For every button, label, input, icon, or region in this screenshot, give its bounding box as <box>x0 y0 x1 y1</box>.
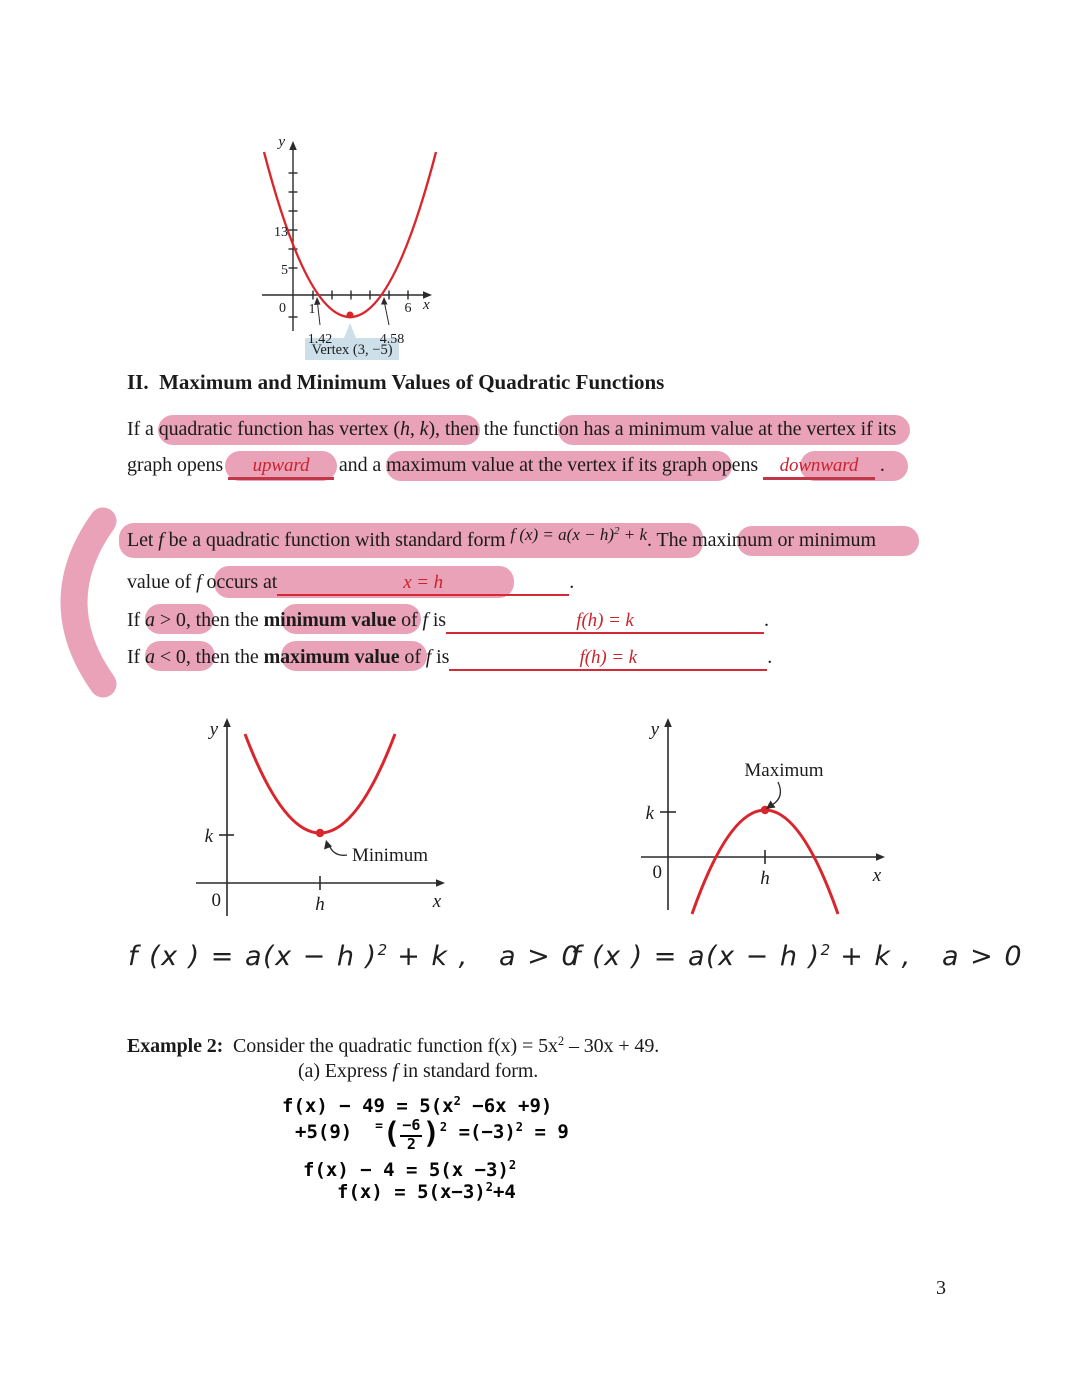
text-run: ), <box>428 418 440 440</box>
formula-run: + k <box>619 525 648 544</box>
var-a: a <box>145 609 155 631</box>
bracket-stroke <box>74 521 103 684</box>
y-axis-label: y <box>650 719 659 740</box>
bold-run: maximum value <box>263 646 400 668</box>
var-f: f <box>392 1060 398 1082</box>
example-label: Example 2: <box>127 1035 224 1057</box>
exponent: 2 <box>557 1034 565 1048</box>
handwritten-line-4 <box>337 1180 516 1203</box>
section-heading: II. Maximum and Minimum Values of Quadratic Functions <box>127 370 665 394</box>
pink-bracket-highlight <box>28 500 128 706</box>
origin-label: 0 <box>211 890 221 911</box>
k-label: k <box>204 826 213 847</box>
y-tick-13: 13 <box>274 225 288 240</box>
root-left-label: 1.42 <box>307 332 333 347</box>
hw-run: −6x +9) <box>460 1095 553 1117</box>
hw-run: =(−3) <box>447 1121 516 1143</box>
var-f: f <box>158 529 164 551</box>
parabola-curve <box>245 734 395 833</box>
handwritten-line-2 <box>295 1116 569 1153</box>
maximum-value-line <box>127 646 772 671</box>
intro-line-1 <box>127 418 896 441</box>
formula-run: f (x) = a(x − h) <box>510 525 614 544</box>
text-run: value of <box>127 571 197 593</box>
text-run: , <box>409 418 420 440</box>
text-run: If <box>127 609 146 631</box>
text-run: function has a minimum value at the vertex <box>512 418 856 440</box>
vertex-point <box>347 312 354 319</box>
h-label: h <box>760 868 770 889</box>
close-paren: ) <box>422 1116 440 1150</box>
y-axis-label: y <box>209 719 218 740</box>
fraction-numerator: −6 <box>400 1118 422 1137</box>
exponent: 2 <box>820 941 831 959</box>
handwritten-line-3 <box>303 1158 516 1181</box>
x-axis-arrow <box>436 879 445 887</box>
text-run: maximum value at the vertex if its graph <box>386 454 707 476</box>
answer-fh-equals-k: f(h) = k <box>449 647 767 671</box>
root-right-arrowhead <box>381 297 388 305</box>
x-axis-label: x <box>432 891 442 912</box>
handwritten-line-1 <box>282 1094 552 1117</box>
hw-run: f(x) − 49 = 5(x <box>282 1095 454 1117</box>
text-run: . <box>767 646 773 668</box>
text-run: if its <box>855 418 897 440</box>
formula-max-caption <box>571 941 1023 972</box>
axes <box>196 726 437 916</box>
text-run: be a quadratic function with standard form <box>163 529 511 551</box>
text-run: Let <box>127 529 159 551</box>
maximum-pointer <box>772 782 780 805</box>
text-run: – 30x + 49. <box>564 1035 660 1057</box>
standard-form-line <box>127 525 876 552</box>
text-run: in standard form. <box>397 1060 539 1082</box>
formula-run: + k , <box>830 941 912 972</box>
minimum-value-line <box>127 609 769 634</box>
var-f: f <box>422 609 428 631</box>
y-tick-5: 5 <box>281 263 288 278</box>
var-h: h <box>399 418 410 440</box>
text-run: and a <box>334 454 387 476</box>
root-left-pointer <box>318 303 321 325</box>
answer-fh-equals-k: f(h) = k <box>446 610 764 634</box>
hw-run: = 9 <box>523 1121 569 1143</box>
var-k: k <box>419 418 429 440</box>
text-run: occurs at <box>201 571 278 593</box>
var-f: f <box>425 646 432 668</box>
origin-label: 0 <box>652 862 662 883</box>
hw-run: f(x) = 5(x−3) <box>337 1181 486 1203</box>
minimum-label: Minimum <box>352 845 429 866</box>
text-run: . <box>874 454 885 476</box>
exponent: 2 <box>439 1120 448 1134</box>
occurs-line <box>127 571 574 596</box>
open-paren: ( <box>382 1116 401 1150</box>
example-2-line <box>127 1034 659 1058</box>
exponent: 2 <box>485 1180 493 1194</box>
hw-run: +4 <box>492 1181 516 1203</box>
formula-condition: a > 0 <box>911 941 1023 972</box>
axes <box>262 149 425 331</box>
x-axis-arrow <box>876 853 885 861</box>
text-run: If a <box>127 418 159 440</box>
root-right-label: 4.58 <box>379 332 405 347</box>
standard-form-formula <box>510 525 647 544</box>
minimum-point <box>316 829 324 837</box>
y-axis-arrow <box>223 718 231 727</box>
text-run: (a) Express <box>298 1060 393 1082</box>
text-run: graph opens <box>127 454 228 476</box>
var-f: f <box>196 571 202 593</box>
x-tick-6: 6 <box>404 301 412 316</box>
x-axis-label: x <box>872 865 882 886</box>
text-run: then the <box>439 418 513 440</box>
answer-downward: downward <box>763 455 875 480</box>
text-run: < 0, then the <box>154 646 264 668</box>
maximum-label: Maximum <box>744 760 824 781</box>
text-run: If <box>127 646 146 668</box>
h-label: h <box>315 894 325 915</box>
formula-condition: a > 0 <box>468 941 580 972</box>
exponent: 2 <box>515 1120 524 1134</box>
y-axis-label: y <box>278 134 285 150</box>
text-run: Consider the quadratic function f(x) = 5x <box>223 1035 558 1057</box>
exponent: 2 <box>508 1158 517 1172</box>
page-number: 3 <box>936 1277 946 1299</box>
text-run: . The <box>647 529 693 551</box>
raised-equals: = <box>375 1119 383 1134</box>
text-run: of <box>399 646 426 668</box>
fraction <box>400 1118 422 1153</box>
maximum-arrowhead <box>766 801 776 810</box>
text-run: opens <box>706 454 763 476</box>
text-run: is <box>431 646 450 668</box>
answer-x-equals-h: x = h <box>277 572 569 596</box>
x-tick-1: 1 <box>308 302 316 317</box>
text-run: . <box>763 609 769 631</box>
y-axis-arrow <box>664 718 672 727</box>
exponent: 2 <box>377 941 388 959</box>
formula-run: + k , <box>387 941 469 972</box>
formula-run: f (x ) = a(x − h ) <box>128 941 378 972</box>
axes <box>641 726 877 910</box>
intro-line-2 <box>127 454 885 480</box>
exponent: 2 <box>614 525 620 537</box>
text-run: maximum or minimum <box>692 529 876 551</box>
hw-run: +5(9) <box>295 1121 376 1143</box>
bold-run: minimum value <box>263 609 397 631</box>
fraction-denominator: 2 <box>406 1135 416 1153</box>
text-run: of <box>396 609 423 631</box>
var-a: a <box>145 646 155 668</box>
minimum-graph <box>188 710 450 922</box>
vertex-callout-label: Vertex (3, −5) <box>311 342 393 358</box>
origin-label: 0 <box>279 301 286 316</box>
text-run: quadratic function has vertex ( <box>158 418 400 440</box>
example-part-a-line <box>298 1060 538 1083</box>
formula-run: f (x ) = a(x − h ) <box>571 941 821 972</box>
y-axis-arrow <box>289 141 297 150</box>
text-run: is <box>427 609 446 631</box>
root-right-pointer <box>385 303 390 325</box>
maximum-graph <box>633 710 895 922</box>
answer-upward: upward <box>228 455 334 480</box>
formula-min-caption <box>128 941 580 972</box>
vertex-callout-pointer <box>344 323 356 338</box>
parabola-curve <box>264 152 436 317</box>
exponent: 2 <box>453 1094 461 1108</box>
text-run: . <box>569 571 575 593</box>
x-axis-label: x <box>423 297 430 313</box>
text-run: > 0, then the <box>154 609 264 631</box>
vertex-example-graph <box>248 128 452 366</box>
hw-run: f(x) − 4 = 5(x −3) <box>303 1159 509 1181</box>
k-label: k <box>645 803 654 824</box>
